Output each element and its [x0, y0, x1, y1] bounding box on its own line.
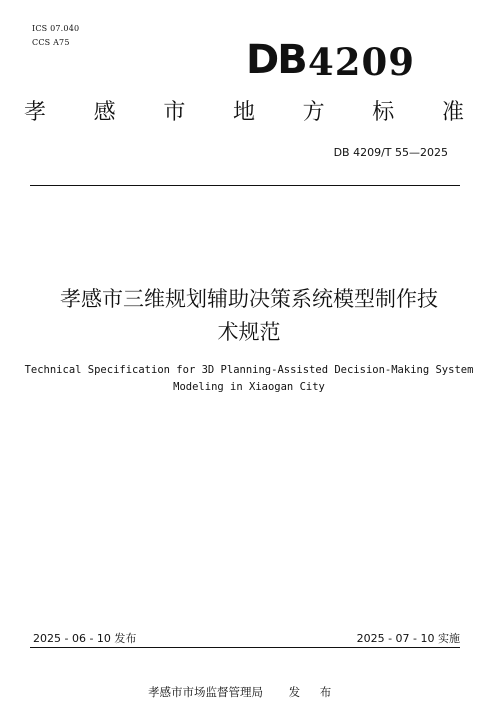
standard-type-char: 准	[441, 100, 464, 125]
standard-type-heading	[24, 100, 464, 126]
standard-type-char: 方	[302, 100, 325, 125]
publish-label: 发 布	[288, 685, 340, 699]
standard-code: DB 4209/T 55—2025	[333, 146, 448, 159]
ics-code: ICS 07.040	[32, 24, 80, 33]
header-divider	[30, 185, 460, 186]
title-zh-line-2: 术规范	[217, 320, 281, 344]
standard-type-char: 地	[232, 100, 255, 125]
standard-type-char: 标	[372, 100, 395, 125]
document-title-zh	[24, 283, 474, 349]
document-title-en	[20, 362, 478, 395]
db-region-number: 4209	[308, 40, 415, 84]
standard-type-char: 感	[93, 100, 116, 125]
title-en-line-1: Technical Specification for 3D Planning-Assisted Decision-Making System	[24, 364, 474, 376]
title-zh-line-1: 孝感市三维规划辅助决策系统模型制作技	[60, 287, 438, 311]
issue-date: 2025 - 06 - 10 发布	[33, 632, 137, 645]
footer-divider	[30, 647, 460, 648]
publisher-name: 孝感市市场监督管理局	[148, 685, 263, 699]
standard-type-char: 孝	[24, 100, 47, 125]
standard-type-char: 市	[163, 100, 186, 125]
title-en-line-2: Modeling in Xiaogan City	[173, 380, 325, 393]
publisher-line	[148, 684, 339, 700]
db-logo-mark: DB	[246, 37, 306, 83]
ccs-code: CCS A75	[32, 38, 70, 47]
implementation-date: 2025 - 07 - 10 实施	[356, 632, 460, 645]
